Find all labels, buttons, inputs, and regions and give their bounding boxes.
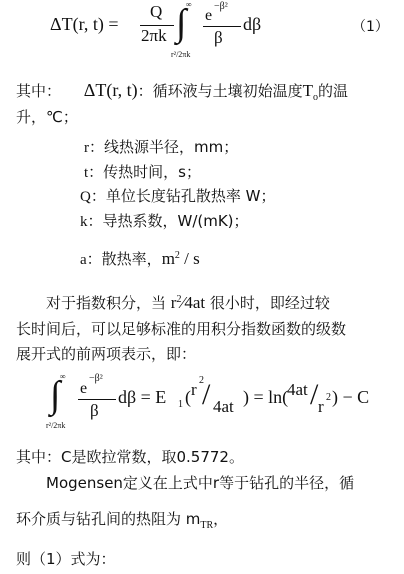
para-1-line-2: 长时间后，可以足够标准的用积分指数函数的级数 <box>16 320 347 338</box>
eq2-slash-2: / <box>310 378 319 411</box>
eq1-den2: β <box>214 28 223 47</box>
def-k-text: ：导热系数，W/(mK)； <box>87 212 249 230</box>
eq2-r2-sup: 2 <box>326 392 331 403</box>
eq1-int-lower: r²/2πk <box>171 50 191 59</box>
para-1-expr-sup: 2 <box>176 294 182 305</box>
eq1-lhs: ΔT(r, t) = <box>50 14 119 34</box>
para-1-line-1-b: 很小时，即经过较 <box>209 294 330 312</box>
para-1-line-1-a: 对于指数积分，当 <box>46 294 167 312</box>
eq1-int-upper: ∞ <box>186 0 192 9</box>
para-2-line-2 <box>16 508 228 531</box>
eq2-r: r <box>191 380 197 399</box>
def-a-unit-sup: 2 <box>174 250 180 261</box>
eq1-fraction-bar-2 <box>203 26 241 27</box>
para-1-expr-num: r <box>170 293 177 312</box>
def-a-unit-tail: / s <box>179 249 200 268</box>
def-t-symbol: t <box>84 165 89 181</box>
where-2-prefix: 其中： <box>16 448 62 466</box>
eq2-paren-close: ) = ln( <box>243 387 289 407</box>
eq1-integral-sign: ∫ <box>176 2 187 44</box>
where-1-text-b: 的温 <box>318 82 349 100</box>
para-2-line-2-b: ， <box>213 510 229 528</box>
eq2-exp-power: −β² <box>89 373 103 384</box>
eq2-fraction-bar <box>78 399 116 400</box>
para-2-line-1: Mogensen定义在上式中r等于钻孔的半径，循 <box>46 474 355 492</box>
def-a <box>80 248 200 269</box>
para-1-line-1: 对于指数积分，当 $r^2⁄4at$ 很小时，即经过较 <box>46 293 330 312</box>
eq2-integral-sign: ∫ <box>50 374 61 416</box>
eq2-int-upper: ∞ <box>60 372 66 381</box>
eq2-paren-open: ( <box>185 387 191 407</box>
para-2-line-2-sub: TR <box>200 520 214 531</box>
def-a-text: ：散热率， <box>86 250 162 268</box>
def-a-unit: m <box>161 249 175 268</box>
eq2-dbeta: dβ = E <box>118 387 167 407</box>
where-2-text: C是欧拉常数，取0.5772。 <box>61 448 244 466</box>
def-q-symbol: Q <box>80 189 91 205</box>
eq2-slash-1: / <box>202 378 211 411</box>
eq1-q: Q <box>150 2 163 21</box>
eq2-num4at: 4at <box>287 380 308 399</box>
eq1-exp-power: −β² <box>214 1 228 12</box>
where-1-t0: T <box>302 81 314 100</box>
eq1-number: （1） <box>352 19 389 35</box>
def-r <box>84 136 238 157</box>
eq2-e-sub: 1 <box>178 399 183 410</box>
eq1-dbeta: dβ <box>243 14 262 34</box>
eq2-den: β <box>90 401 99 420</box>
where-1-prefix: 其中： <box>16 82 62 100</box>
def-r-symbol: r <box>84 140 89 156</box>
where-1-symbol: ΔT(r, t) <box>83 80 138 100</box>
eq2-int-lower: r²/2πk <box>46 421 66 430</box>
eq2-r-sup: 2 <box>199 375 204 386</box>
para-1-expr-den: 4at <box>184 293 206 312</box>
where-1-line-1 <box>16 80 348 103</box>
where-1-line-2: 升，℃； <box>16 108 78 126</box>
def-r-text: ：线热源半径，mm； <box>89 138 239 156</box>
eq2-tail: ) − C <box>332 387 370 407</box>
def-t-text: ：传热时间，s； <box>88 163 201 181</box>
def-k-symbol: k <box>80 214 88 230</box>
def-q-text: ：单位长度钻孔散热率 W； <box>90 187 276 205</box>
where-2 <box>16 446 244 467</box>
para-2-line-2-a: 环介质与钻孔间的热阻为 m <box>16 510 201 528</box>
def-q <box>80 185 275 206</box>
para-1-line-3: 展开式的前两项表示，即： <box>16 345 197 363</box>
last-line: 则（1）式为： <box>16 550 116 568</box>
eq2-r2: r <box>318 397 324 416</box>
def-a-symbol: a <box>80 252 87 268</box>
where-1-text-a: ：循环液与土壤初始温度 <box>137 82 303 100</box>
def-t <box>84 161 201 182</box>
eq2-exp-num: e <box>80 380 88 397</box>
eq2-den4at: 4at <box>213 397 234 416</box>
where-1-t0-sub: o <box>313 92 319 103</box>
def-k <box>80 210 249 231</box>
eq1-den1: 2πk <box>141 26 167 45</box>
eq1-exp-num: e <box>205 7 213 24</box>
